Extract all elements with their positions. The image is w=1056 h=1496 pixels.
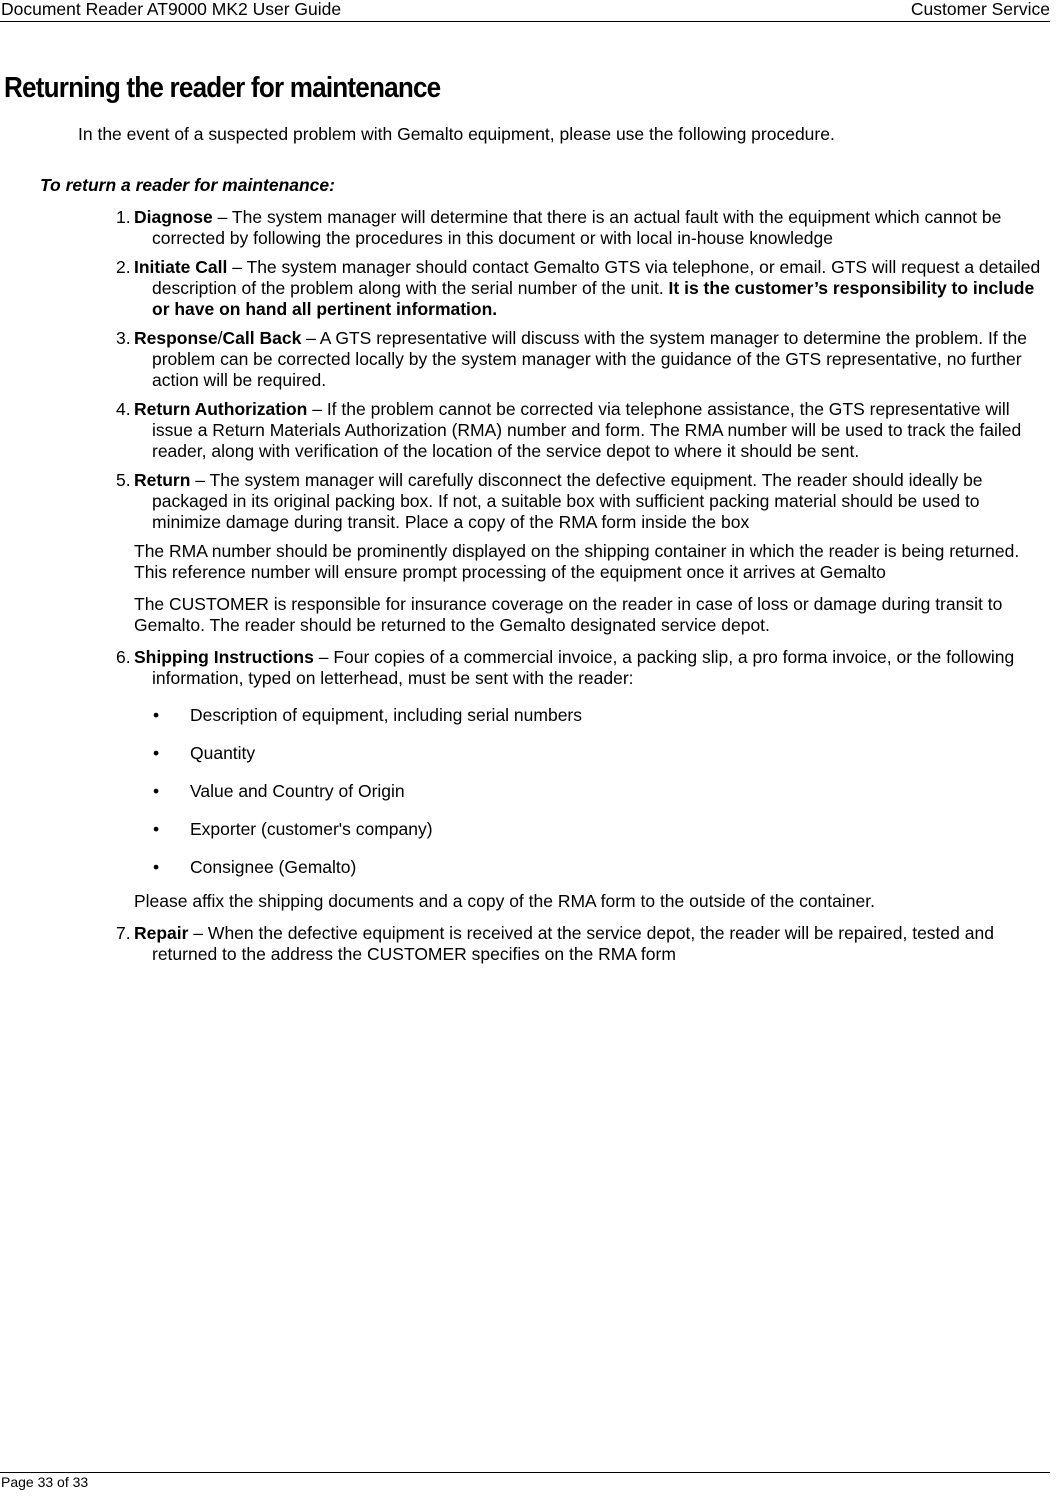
list-item [0, 743, 1056, 764]
intro-text: In the event of a suspected problem with Gemalto equipment, please use the following procedure. [78, 124, 835, 144]
step-term: Response [134, 328, 218, 348]
bullet-icon: • [153, 857, 160, 877]
header-document-title: Document Reader AT9000 MK2 User Guide [1, 0, 342, 19]
procedure-heading: To return a reader for maintenance: [40, 175, 335, 195]
step-term-secondary: Call Back [222, 328, 302, 348]
step-return [0, 470, 1052, 533]
step-shipping-instructions [0, 647, 1052, 689]
list-item [0, 781, 1056, 802]
step-term-separator: / [217, 328, 223, 348]
procedure-steps [0, 207, 1056, 973]
step-term: Return Authorization [134, 399, 308, 419]
step-number: 5. [116, 470, 131, 490]
step-text: – Four copies of a commercial invoice, a packing slip, a pro forma invoice, or the following information, typed on letterhead, must be sent with the reader: [152, 647, 1015, 688]
step-text: – When the defective equipment is received at the service depot, the reader will be repaired, tested and returned to the address the CUSTOMER specifies on the RMA form [152, 923, 994, 964]
step-diagnose [0, 207, 1052, 249]
step-note-insurance: The CUSTOMER is responsible for insurance coverage on the reader in case of loss or damage during transit to Gemalto. The reader should be returned to the Gemalto designated service depot. [134, 594, 1003, 635]
header-section: Customer Service [910, 0, 1050, 19]
step-text: – The system manager will carefully disconnect the defective equipment. The reader should ideally be packaged in its original packing box. If not, a suitable box with sufficient packing material should be used to minimize damage during transit. Place a copy of the RMA form inside the box [152, 470, 983, 532]
step-number: 4. [116, 399, 131, 419]
step-text: – If the problem cannot be corrected via telephone assistance, the GTS representative will issue a Return Materials Authorization (RMA) number and form. The RMA number will be used to track the failed reader, along with verification of the location of the service depot to where it should be sent. [152, 399, 1022, 461]
list-item-text: Exporter (customer's company) [190, 819, 433, 839]
list-item-text: Consignee (Gemalto) [190, 857, 357, 877]
step-note-affix-documents: Please affix the shipping documents and a copy of the RMA form to the outside of the container. [134, 891, 875, 911]
list-item-text: Value and Country of Origin [190, 781, 405, 801]
page-header [0, 0, 1050, 22]
page-number: Page 33 of 33 [1, 1474, 89, 1490]
bullet-icon: • [153, 705, 160, 725]
step-number: 7. [116, 923, 131, 943]
list-item-text: Quantity [190, 743, 256, 763]
step-number: 2. [116, 257, 131, 277]
step-number: 6. [116, 647, 131, 667]
step-initiate-call [0, 257, 1052, 320]
step-repair [0, 923, 1052, 965]
step-number: 3. [116, 328, 131, 348]
step-note-rma-number: The RMA number should be prominently displayed on the shipping container in which the reader is being returned. This reference number will ensure prompt processing of the equipment once it arrives at Gemalto [134, 541, 1020, 582]
step-term: Return [134, 470, 191, 490]
bullet-icon: • [153, 819, 160, 839]
list-item [0, 705, 1056, 726]
step-term: Initiate Call [134, 257, 228, 277]
page-footer [0, 1472, 1050, 1491]
step-text: – A GTS representative will discuss with the system manager to determine the problem. If the problem can be corrected locally by the system manager with the guidance of the GTS representative, no further action will be required. [152, 328, 1027, 390]
step-text: – The system manager should contact Gemalto GTS via telephone, or email. GTS will request a detailed description of the problem along with the serial number of the unit. [152, 257, 1041, 298]
step-number: 1. [116, 207, 131, 227]
page-title: Returning the reader for maintenance [4, 72, 441, 104]
step-response-call-back [0, 328, 1052, 391]
list-item [0, 819, 1056, 840]
step-return-authorization [0, 399, 1052, 462]
step-text: – The system manager will determine that there is an actual fault with the equipment which cannot be corrected by following the procedures in this document or with local in-house knowledge [152, 207, 1002, 248]
list-item-text: Description of equipment, including serial numbers [190, 705, 583, 725]
shipping-info-list [0, 705, 1056, 878]
list-item [0, 857, 1056, 878]
step-term: Repair [134, 923, 189, 943]
step-term: Diagnose [134, 207, 213, 227]
bullet-icon: • [153, 743, 160, 763]
step-emphasis: It is the customer’s responsibility to include or have on hand all pertinent information. [152, 278, 1035, 319]
step-term: Shipping Instructions [134, 647, 314, 667]
bullet-icon: • [153, 781, 160, 801]
